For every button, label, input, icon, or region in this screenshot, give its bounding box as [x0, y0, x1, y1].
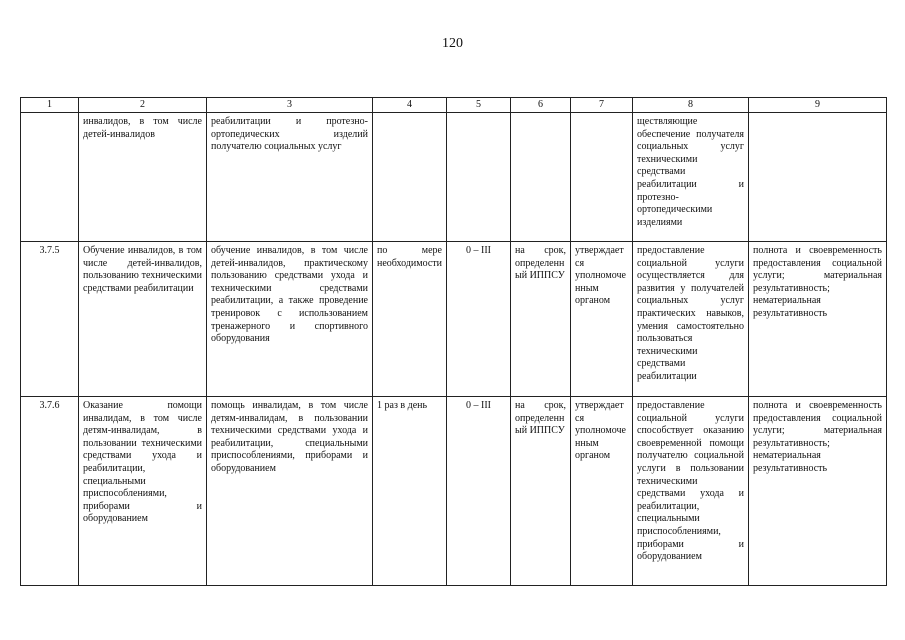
group-cell	[447, 113, 511, 242]
conditions-cell: предоставление социальной услуги способствует оказанию своевременной помощи получателю социальной услуги в пользовании техническими средствами ухода и реабилитации, специальными приспособлениями, приборами и оборудованием	[633, 397, 749, 586]
tariff-cell: утверждается уполномоченным органом	[571, 397, 633, 586]
service-name-cell: инвалидов, в том числе детей-инвалидов	[79, 113, 207, 242]
table-row	[21, 397, 887, 586]
column-header: 1	[21, 98, 79, 113]
column-header: 9	[749, 98, 887, 113]
term-cell	[511, 113, 571, 242]
row-number-cell: 3.7.5	[21, 242, 79, 397]
tariff-cell: утверждается уполномоченным органом	[571, 242, 633, 397]
term-cell: на срок, определенный ИППСУ	[511, 242, 571, 397]
column-header: 7	[571, 98, 633, 113]
table-header-row	[21, 98, 887, 113]
conditions-cell: ществляющие обеспечение получателя социальных услуг техническими средствами реабилитации и протезно-ортопедическими изделиями	[633, 113, 749, 242]
frequency-cell	[373, 113, 447, 242]
quality-cell: полнота и своевременность предоставления социальной услуги; материальная результативность; нематериальная результативность	[749, 397, 887, 586]
column-header: 4	[373, 98, 447, 113]
services-table	[20, 97, 887, 586]
table-row	[21, 113, 887, 242]
column-header: 3	[207, 98, 373, 113]
row-number-cell: 3.7.6	[21, 397, 79, 586]
service-description-cell: обучение инвалидов, в том числе детей-инвалидов, практическому пользованию средствами ухода и техническими средствами реабилитации, а также проведение тренировок с использованием тренажерного и спортивного оборудования	[207, 242, 373, 397]
service-name-cell: Оказание помощи инвалидам, в том числе детям-инвалидам, в пользовании техническими средствами ухода и реабилитации, специальными приспособлениями, приборами и оборудованием	[79, 397, 207, 586]
group-cell: 0 – III	[447, 397, 511, 586]
frequency-cell: по мере необходимости	[373, 242, 447, 397]
service-description-cell: реабилитации и протезно-ортопедических изделий получателю социальных услуг	[207, 113, 373, 242]
quality-cell	[749, 113, 887, 242]
table-row	[21, 242, 887, 397]
column-header: 5	[447, 98, 511, 113]
frequency-cell: 1 раз в день	[373, 397, 447, 586]
column-header: 6	[511, 98, 571, 113]
group-cell: 0 – III	[447, 242, 511, 397]
service-name-cell: Обучение инвалидов, в том числе детей-инвалидов, пользованию техническими средствами реабилитации	[79, 242, 207, 397]
row-number-cell	[21, 113, 79, 242]
tariff-cell	[571, 113, 633, 242]
service-description-cell: помощь инвалидам, в том числе детям-инвалидам, в пользовании техническими средствами ухода и реабилитации, специальными приспособлениями, приборами и оборудованием	[207, 397, 373, 586]
term-cell: на срок, определенный ИППСУ	[511, 397, 571, 586]
quality-cell: полнота и своевременность предоставления социальной услуги; материальная результативность; нематериальная результативность	[749, 242, 887, 397]
page-number: 120	[442, 36, 463, 51]
column-header: 8	[633, 98, 749, 113]
column-header: 2	[79, 98, 207, 113]
conditions-cell: предоставление социальной услуги осуществляется для развития у получателей социальных услуг практических навыков, умения самостоятельно пользоваться техническими средствами реабилитации	[633, 242, 749, 397]
